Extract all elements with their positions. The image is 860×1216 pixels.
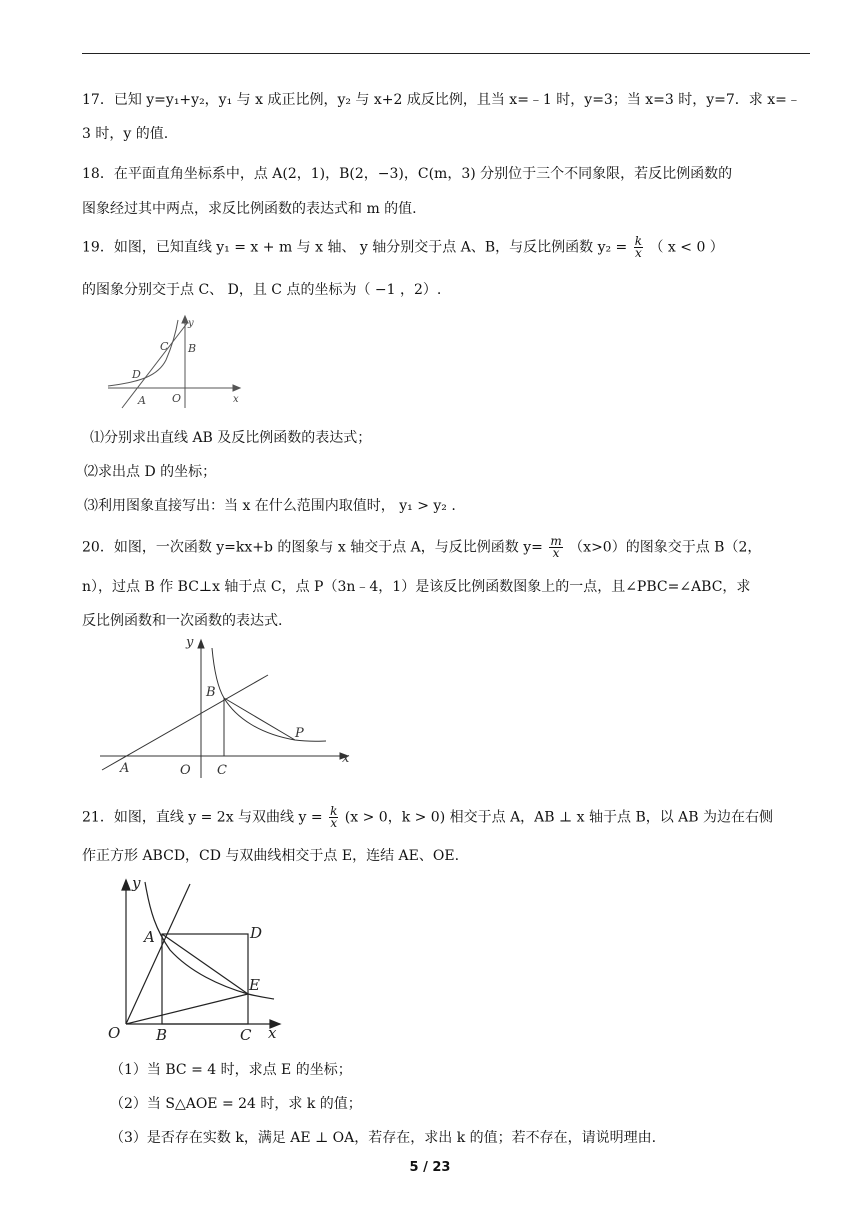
q19-line1: [82, 236, 812, 259]
q21-line2: 作正方形 ABCD，CD 与双曲线相交于点 E，连结 AE、OE.: [82, 848, 460, 864]
q19-hyperbola: [108, 320, 178, 386]
q20-label-b: B: [206, 685, 216, 700]
q19-line2: 的图象分别交于点 C、 D，且 C 点的坐标为（ −1 ，2）.: [82, 282, 442, 298]
q20-line1: [82, 536, 812, 559]
q19-label-b: B: [188, 342, 197, 355]
q20-figure: [100, 630, 360, 780]
q20-label-c: C: [217, 763, 227, 778]
q21-sub1: （1）当 BC = 4 时，求点 E 的坐标；: [110, 1062, 352, 1078]
q21-line1: [82, 806, 812, 829]
q17-line1: 17．已知 y=y₁+y₂，y₁ 与 x 成正比例，y₂ 与 x+2 成反比例，且当 x=﹣1 时，y=3；当 x=3 时，y=7．求 x=﹣: [82, 92, 801, 108]
q19-label-o: O: [172, 392, 182, 405]
q21-label-a: A: [144, 928, 155, 946]
q21-label-b: B: [156, 1026, 168, 1044]
q21-figure: [100, 872, 300, 1047]
q20-label-p: P: [295, 726, 304, 741]
q20-label-o: O: [180, 763, 191, 778]
q21-fraction: $\frac{k}{x}$: [330, 804, 338, 830]
q18-line1: 18．在平面直角坐标系中，点 A(2，1)，B(2，−3)，C(m，3) 分别位于三个不同象限，若反比例函数的: [82, 166, 733, 182]
q20-label-x: x: [342, 751, 350, 766]
q21-sub2: （2）当 S△AOE = 24 时，求 k 的值；: [110, 1096, 362, 1112]
q19-sub2: ⑵求出点 D 的坐标；: [84, 464, 217, 480]
q20-label-y: y: [186, 635, 194, 650]
q17-line2: 3 时，y 的值.: [82, 126, 169, 142]
q19-x-arrow: [233, 385, 240, 391]
q20-segment-bp: [224, 698, 295, 740]
q19-label-x: x: [233, 394, 239, 405]
q18-line2: 图象经过其中两点，求反比例函数的表达式和 m 的值.: [82, 201, 417, 217]
q19-sub3: ⑶利用图象直接写出：当 x 在什么范围内取值时， y₁ > y₂ .: [84, 498, 456, 514]
q21-sub3: （3）是否存在实数 k，满足 AE ⊥ OA，若存在，求出 k 的值；若不存在，请说明理由.: [110, 1130, 657, 1146]
q21-segment-ae: [162, 934, 248, 994]
q20-line1-text: 20．如图，一次函数 y=kx+b 的图象与 x 轴交于点 A，与反比例函数 y=: [82, 539, 543, 556]
q21-label-c: C: [240, 1026, 252, 1044]
q20-y-arrow: [198, 640, 204, 648]
q21-square-abcd: [162, 934, 248, 1024]
q20-line2: n），过点 B 作 BC⊥x 轴于点 C，点 P（3n﹣4，1）是该反比例函数图象上的一点，且∠PBC=∠ABC，求: [82, 579, 751, 595]
q20-hyperbola: [212, 648, 326, 741]
q21-label-x: x: [268, 1024, 277, 1042]
q21-label-d: D: [250, 924, 263, 942]
q21-label-y: y: [132, 874, 141, 892]
q21-segment-oe: [126, 994, 248, 1024]
q19-label-y: y: [188, 318, 194, 329]
q20-fraction: $\frac{m}{x}$: [550, 534, 562, 560]
q21-line1-rest: (x > 0，k > 0) 相交于点 A，AB ⊥ x 轴于点 B，以 AB 为边在右侧: [344, 809, 774, 826]
q20-label-a: A: [120, 761, 130, 776]
q21-line-y2x: [126, 884, 190, 1024]
q21-label-o: O: [108, 1024, 121, 1042]
q19-label-d: D: [132, 368, 141, 381]
q19-figure: [100, 310, 250, 410]
q19-sub1: ⑴分别求出直线 AB 及反比例函数的表达式；: [90, 430, 372, 446]
header-rule: [82, 53, 810, 54]
q19-fraction: $\frac{k}{x}$: [634, 234, 643, 260]
q21-label-e: E: [249, 976, 260, 994]
q19-line1-domain: （ x < 0 ）: [649, 239, 724, 256]
q19-line1-text: 19．如图，已知直线 y₁ = x + m 与 x 轴、 y 轴分别交于点 A、B，与反比例函数 y₂ =: [82, 239, 628, 256]
q21-y-arrow: [122, 880, 130, 890]
page-number: 5 / 23: [409, 1160, 451, 1175]
q20-line3: 反比例函数和一次函数的表达式.: [82, 613, 283, 629]
q19-label-a: A: [138, 394, 146, 407]
q21-line1-text: 21．如图，直线 y = 2x 与双曲线 y =: [82, 809, 323, 826]
q19-label-c: C: [160, 340, 169, 353]
q20-line1-rest: （x>0）的图象交于点 B（2，: [569, 539, 762, 556]
